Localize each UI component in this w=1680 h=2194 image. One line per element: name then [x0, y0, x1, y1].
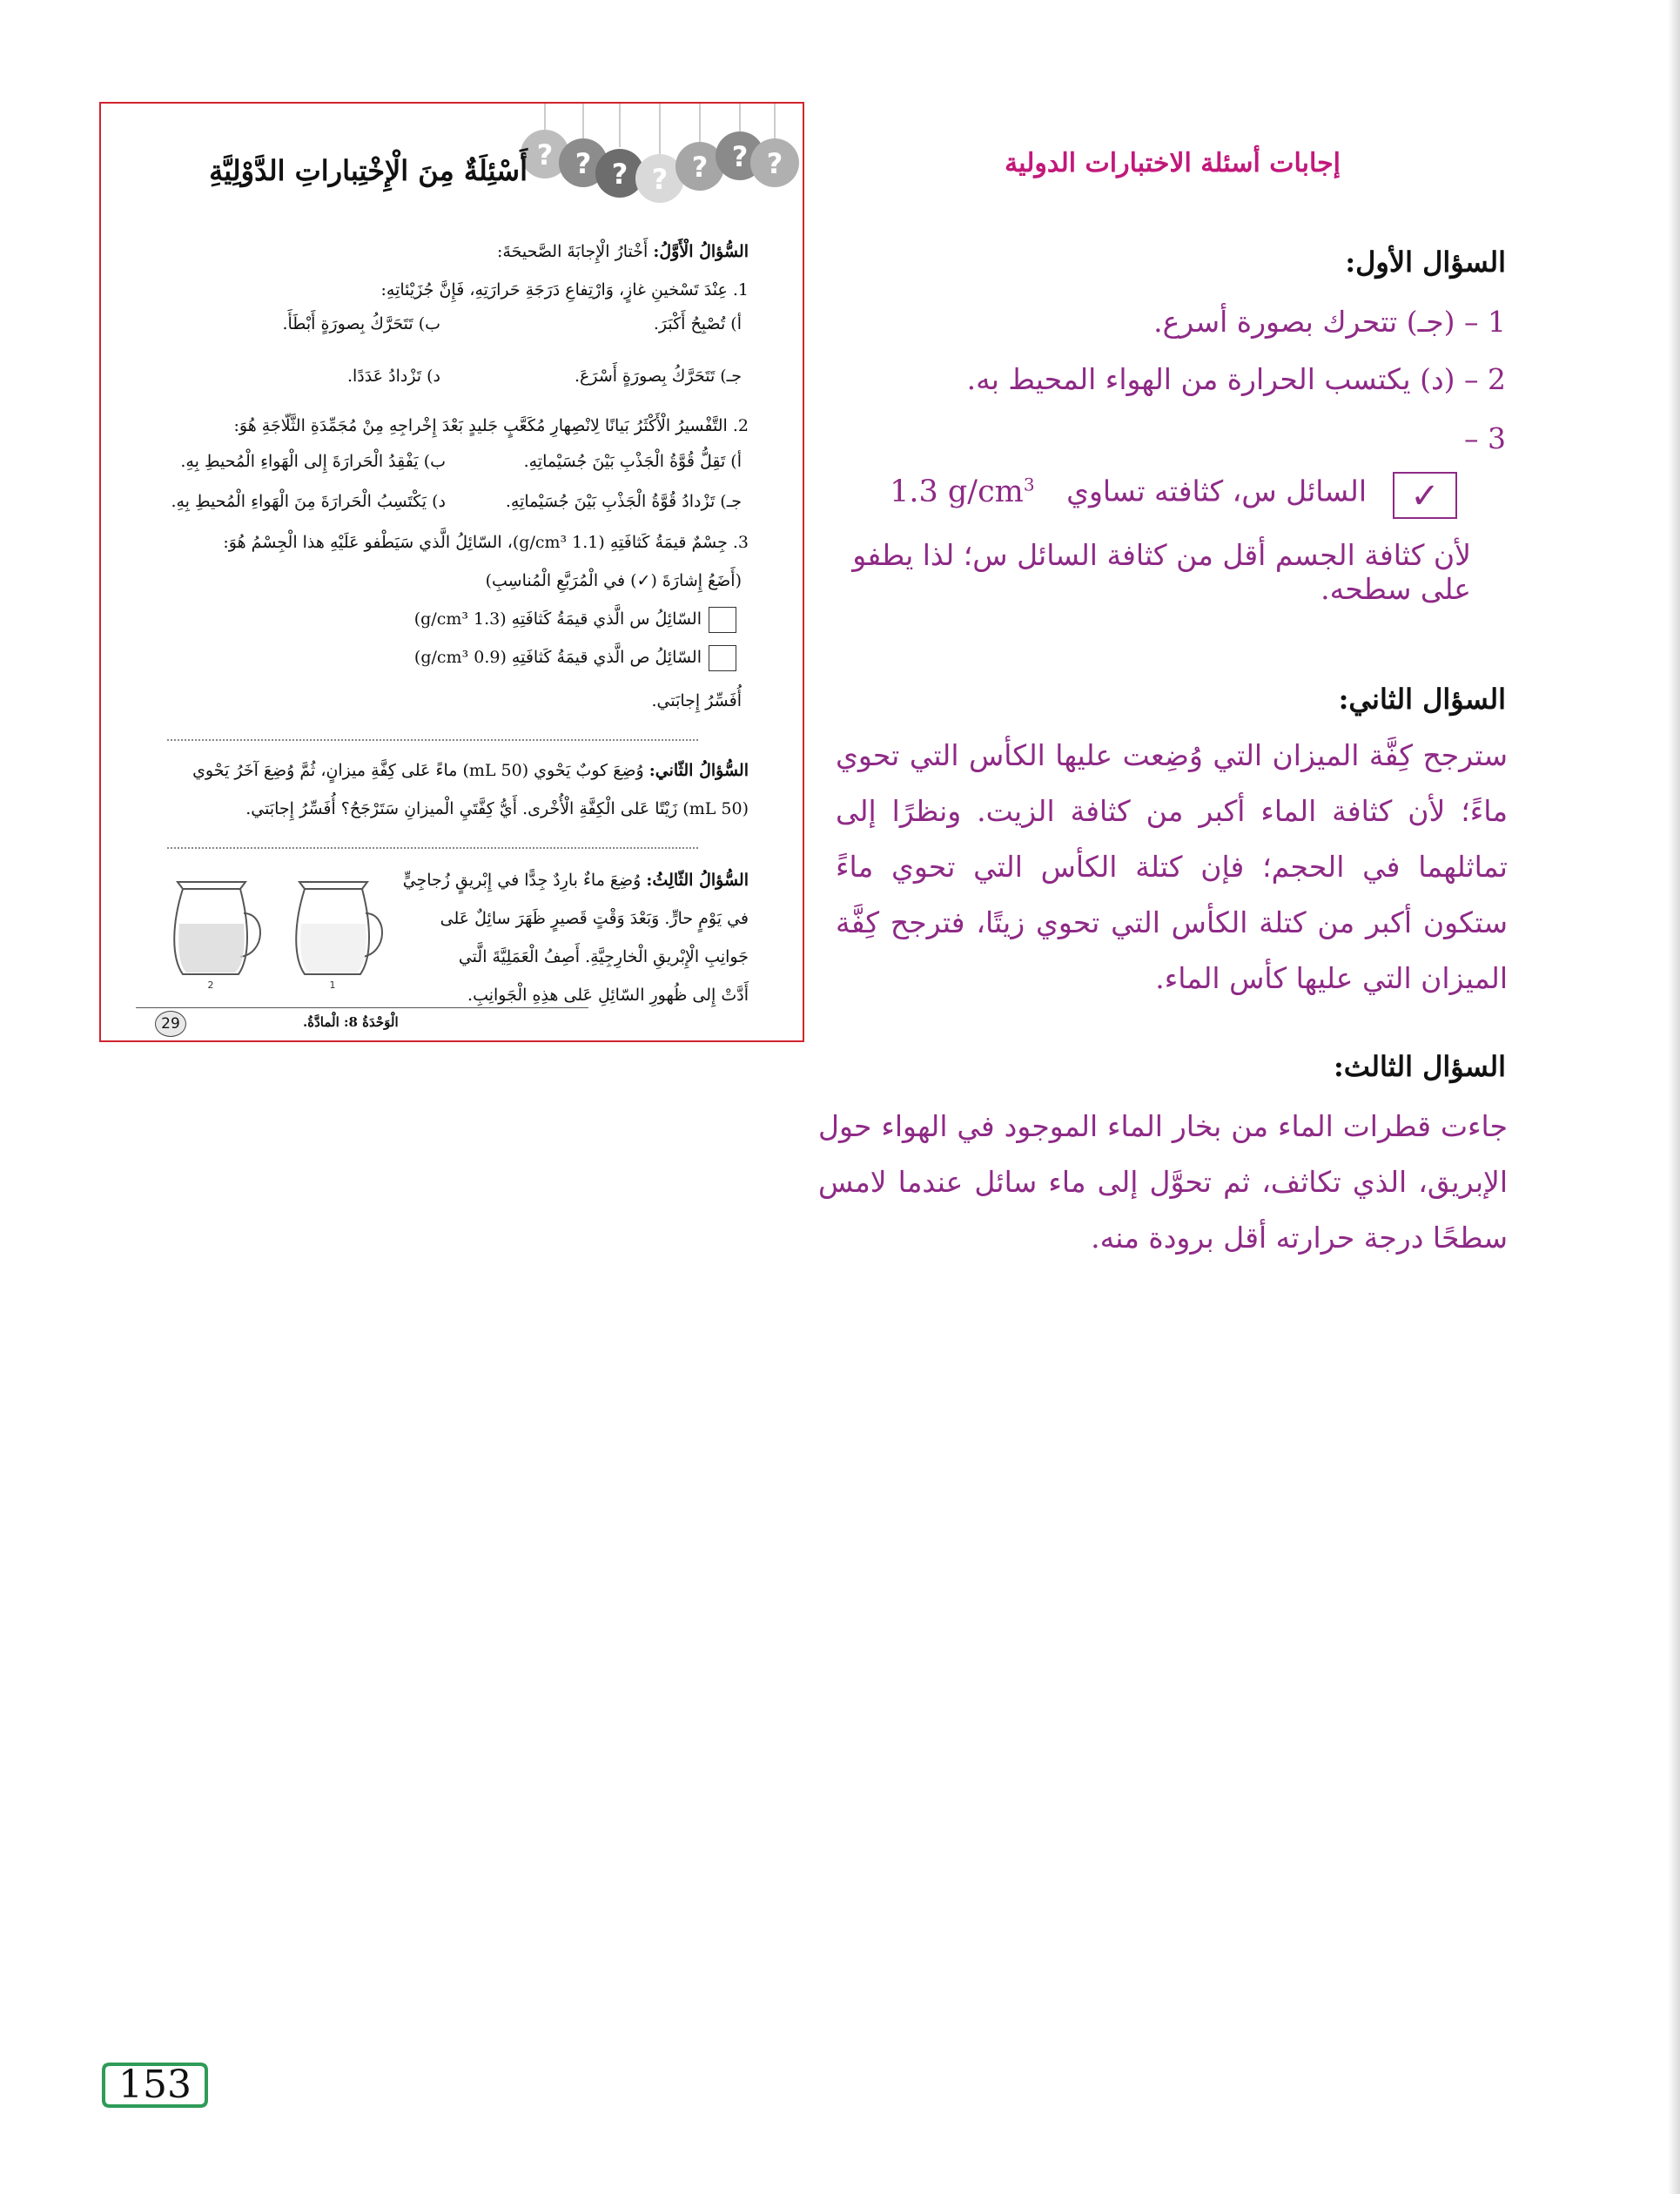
svg-text:?: ? [731, 140, 749, 173]
divider [167, 739, 698, 741]
q3-heading: السؤال الثالث: [1333, 1050, 1506, 1083]
book-q1-2-b: ب) يَفْقِدُ الْحَرارَةَ إِلى الْهَواءِ الْمُحيطِ بِهِ. [180, 452, 446, 471]
q1-answer-1: 1 – (جـ) تتحرك بصورة أسرع. [1153, 305, 1506, 339]
book-q1-1-a: أ) تُصْبِحُ أَكْبَرَ. [653, 314, 742, 333]
q1-answer-3: 3 – [1464, 421, 1506, 455]
svg-text:?: ? [611, 158, 628, 191]
check-icon: ✓ [1393, 472, 1457, 519]
book-q1-3-option-2: السّائِلُ ص الَّذي قيمَةُ كَثافَتِهِ (0.9 g/cm³) [414, 645, 736, 671]
checkbox-empty [709, 645, 736, 671]
choice-density: 1.3 $g/cm^3$ [890, 474, 1035, 509]
svg-text:?: ? [651, 163, 669, 196]
book-page-number: 29 [155, 1011, 186, 1037]
book-q3-label: السُّؤالُ الثّالِثُ: [646, 871, 749, 890]
svg-text:?: ? [691, 151, 709, 184]
book-q3-line-1: السُّؤالُ الثّالِثُ: وُضِعَ ماءٌ بارِدٌ جِدًّا في إِبْريقٍ زُجاجِيٍّ [402, 871, 749, 890]
book-q1-1-b: ب) تَتَحَرَّكُ بِصورَةٍ أَبْطَأَ. [282, 314, 440, 333]
checkbox-empty [709, 607, 736, 633]
svg-text:?: ? [575, 147, 592, 180]
book-q1-3-hint: (أَضَعُ إِشارَةَ (✓) في الْمُرَبَّعِ الْمُناسِبِ) [485, 571, 742, 590]
svg-text:?: ? [766, 147, 783, 180]
jug-1-label: 1 [329, 979, 336, 991]
divider [167, 847, 698, 849]
book-q3-line-4: أَدَّتْ إِلى ظُهورِ السّائِلِ عَلى هذِهِ الْجَوانِبِ. [467, 986, 749, 1005]
book-q1-1: 1. عِنْدَ تَسْخينِ غازٍ، وَارْتِفاعِ دَرَجَةِ حَرارَتِهِ، فَإِنَّ جُزَيْئاتِهِ: [380, 280, 749, 299]
q2-heading: السؤال الثاني: [1338, 683, 1506, 716]
book-q1-3: 3. جِسْمٌ قيمَةُ كَثافَتِهِ (1.1 g/cm³)، السّائِلُ الَّذي سَيَطْفو عَلَيْهِ هذا الْجِسْمُ هُوَ: [223, 533, 749, 552]
book-q1-3-option-1: السّائِلُ س الَّذي قيمَةُ كَثافَتِهِ (1.3 g/cm³) [414, 607, 736, 633]
book-q1-2-c: جـ) تَزْدادُ قُوَّةُ الْجَذْبِ بَيْنَ جُسَيْماتِهِ. [505, 492, 742, 511]
water-jug-icon [171, 870, 397, 992]
book-q1-intro-line [497, 239, 749, 264]
q1-answer-2: 2 – (د) يكتسب الحرارة من الهواء المحيط به. [966, 362, 1506, 396]
book-q3-line-3: جَوانِبِ الْإِبْريقِ الْخارِجِيَّةِ. أَصِفُ الْعَمَلِيَّةَ الَّتي [458, 947, 749, 966]
book-page-title: أَسْئِلَةٌ مِنَ الْإِخْتِباراتِ الدَّوْلِيَّةِ [209, 154, 528, 187]
book-q1-2: 2. التَّفْسيرُ الْأَكْثَرُ بَيانًا لِانْصِهارِ مُكَعَّبٍ جَليدٍ بَعْدَ إِخْراجِهِ مِنْ مُجَمِّدَةِ الثَّلّاجَةِ هُوَ: [233, 416, 749, 435]
footer-rule [136, 1007, 588, 1008]
q1-heading: السؤال الأول: [1345, 246, 1506, 279]
book-q3-line-2: في يَوْمٍ حارٍّ. وَبَعْدَ وَقْتٍ قَصيرٍ ظَهَرَ سائِلٌ عَلى [440, 909, 749, 928]
page-edge-shadow [1668, 0, 1680, 2194]
book-q2-line-1: السُّؤالُ الثّاني: وُضِعَ كوبٌ يَحْوي (50 mL) ماءً عَلى كِفَّةِ ميزانٍ، ثُمَّ وُضِعَ آخَرُ يَحْوي [192, 761, 749, 780]
book-q1-2-d: د) يَكْتَسِبُ الْحَرارَةَ مِنَ الْهَواءِ الْمُحيطِ بِهِ. [171, 492, 446, 511]
book-page-footer [101, 1006, 803, 1040]
choice-label: السائل س، كثافته تساوي [1066, 474, 1367, 508]
svg-text:?: ? [536, 138, 554, 172]
book-q1-1-c: جـ) تَتَحَرَّكُ بِصورَةٍ أَسْرَعَ. [574, 367, 742, 386]
jug-2-label: 2 [207, 979, 214, 991]
book-q1-intro: أَخْتارُ الْإِجابَةَ الصَّحيحَةَ: [496, 242, 648, 261]
textbook-page-thumbnail [99, 102, 804, 1042]
q1-answer-3-choice [890, 468, 1457, 524]
book-q1-label: السُّؤالُ الْأَوَّلُ: [653, 242, 749, 261]
book-q2-label: السُّؤالُ الثّاني: [648, 761, 749, 780]
page-number: 153 [118, 2063, 192, 2107]
q2-answer: سترجح كِفَّة الميزان التي وُضِعت عليها الكأس التي تحوي ماءً؛ لأن كثافة الماء أكبر من كثافة الزيت. ونظرًا إلى تماثلهما في الحجم؛ فإن كتلة الكأس التي تحوي ماءً ستكون أكبر من كتلة الكأس التي تحوي زيتًا، فترجح كِفَّة الميزان التي عليها كأس الماء. [836, 738, 1508, 995]
book-q1-3-explain: أُفَسِّرُ إِجابَتي. [651, 691, 742, 710]
choice-text [890, 474, 1367, 509]
question-mark-balloons-icon [515, 104, 803, 208]
book-q2-line-2: (50 mL) زَيْتًا عَلى الْكِفَّةِ الْأُخْرى. أَيُّ كِفَّتَيِ الْميزانِ سَتَرْجَحُ؟ أُفَسِّرُ إِجابَتي. [245, 799, 749, 818]
book-q1-1-d: د) تَزْدادُ عَدَدًا. [346, 367, 440, 386]
page-number-badge [101, 2062, 209, 2109]
answers-title: إجابات أسئلة الاختبارات الدولية [1005, 148, 1341, 178]
q1-reason: لأن كثافة الجسم أقل من كثافة السائل س؛ لذا يطفو على سطحه. [852, 538, 1471, 606]
book-unit-label: الْوَحْدَةُ 8: الْمادَّةُ. [303, 1014, 399, 1030]
book-q1-2-a: أ) تَقِلُّ قُوَّةُ الْجَذْبِ بَيْنَ جُسَيْماتِهِ. [523, 452, 742, 471]
q3-answer: جاءت قطرات الماء من بخار الماء الموجود في الهواء حول الإبريق، الذي تكاثف، ثم تحوَّل إلى ماء سائل عندما لامس سطحًا درجة حرارته أقل برودة منه. [818, 1109, 1508, 1255]
